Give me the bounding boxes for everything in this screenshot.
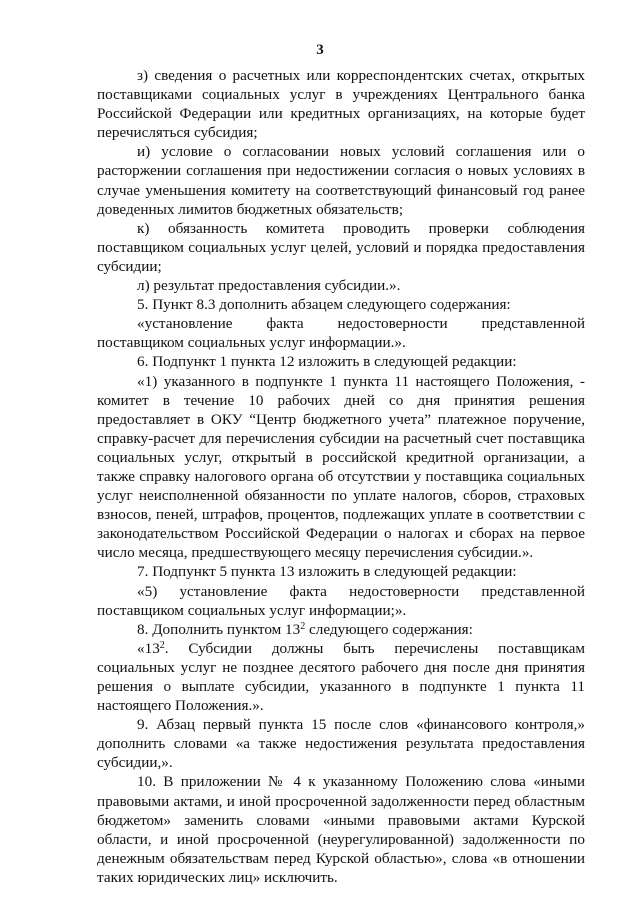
paragraph-item-8-before: 8. Дополнить пунктом 13 bbox=[137, 620, 301, 638]
paragraph-k: к) обязанность комитета проводить проверки соблюдения поставщиком социальных услуг целей, условий и порядка предоставления субсидии; bbox=[97, 219, 585, 275]
paragraph-z: з) сведения о расчетных или корреспондентских счетах, открытых поставщиками социальных услуг в учреждениях Центрального банка Российской Федерации или кредитных организациях, на которые будет перечисляться субсидия; bbox=[97, 67, 585, 142]
paragraph-i: и) условие о согласовании новых условий соглашения или о расторжении соглашения при недостижении согласия о новых условиях в случае уменьшения комитету на соответствующий финансовый год ранее доведенных лимитов бюджетных обязательств; bbox=[97, 143, 585, 218]
paragraph-item-6-text: «1) указанного в подпункте 1 пункта 11 настоящего Положения, - комитет в течение 10 рабочих дней со дня принятия решения предоставляет в ОКУ “Центр бюджетного учета” платежное поручение, справку-расчет для перечисления субсидии на расчетный счет поставщика социальных услуг, открытый в российской кредитной организации, а также справку налогового органа об отсутствии у поставщика социальных услуг неисполненной обязанности по уплате налогов, сборов, страховых взносов, пеней, штрафов, процентов, подлежащих уплате в соответствии с законодательством Российской Федерации о налогах и сборах на первое число месяца, предшествующего месяцу перечисления субсидии.». bbox=[97, 372, 585, 562]
paragraph-item-8-after: следующего содержания: bbox=[305, 620, 473, 638]
paragraph-item-8-text bbox=[97, 639, 585, 715]
paragraph-item-6: 6. Подпункт 1 пункта 12 изложить в следующей редакции: bbox=[137, 353, 517, 371]
paragraph-item-7-text: «5) установление факта недостоверности представленной поставщиком социальных услуг информации;». bbox=[97, 582, 585, 619]
paragraph-item-7: 7. Подпункт 5 пункта 13 изложить в следующей редакции: bbox=[137, 563, 517, 581]
paragraph-item-8-text-before: «13 bbox=[137, 639, 160, 657]
page-number: 3 bbox=[316, 42, 324, 58]
paragraph-item-8 bbox=[97, 620, 585, 639]
document-body bbox=[97, 66, 585, 887]
paragraph-item-8-text-sup: 2 bbox=[159, 639, 165, 651]
paragraph-item-9: 9. Абзац первый пункта 15 после слов «финансового контроля,» дополнить словами «а также недостижения результата предоставления субсидии,». bbox=[97, 716, 585, 772]
paragraph-item-8-sup: 2 bbox=[300, 620, 306, 632]
paragraph-l: л) результат предоставления субсидии.». bbox=[137, 277, 401, 295]
paragraph-item-5-text: «установление факта недостоверности представленной поставщиком социальных услуг информации.». bbox=[97, 315, 585, 352]
paragraph-item-8-text-after: . Субсидии должны быть перечислены поставщикам социальных услуг не позднее десятого рабочего дня после дня принятия решения о выплате субсидии, указанного в подпункте 1 пункта 11 настоящего Положения.». bbox=[97, 639, 585, 715]
paragraph-item-10: 10. В приложении № 4 к указанному Положению слова «иными правовыми актами, и иной просроченной задолженности перед областным бюджетом» заменить словами «иными правовыми актами Курской области, и иной просроченной (неурегулированной) задолженности по денежным обязательствам перед Курской областью», слова «в отношении таких юридических лиц» исключить. bbox=[97, 773, 585, 886]
paragraph-item-5: 5. Пункт 8.3 дополнить абзацем следующего содержания: bbox=[137, 296, 511, 314]
